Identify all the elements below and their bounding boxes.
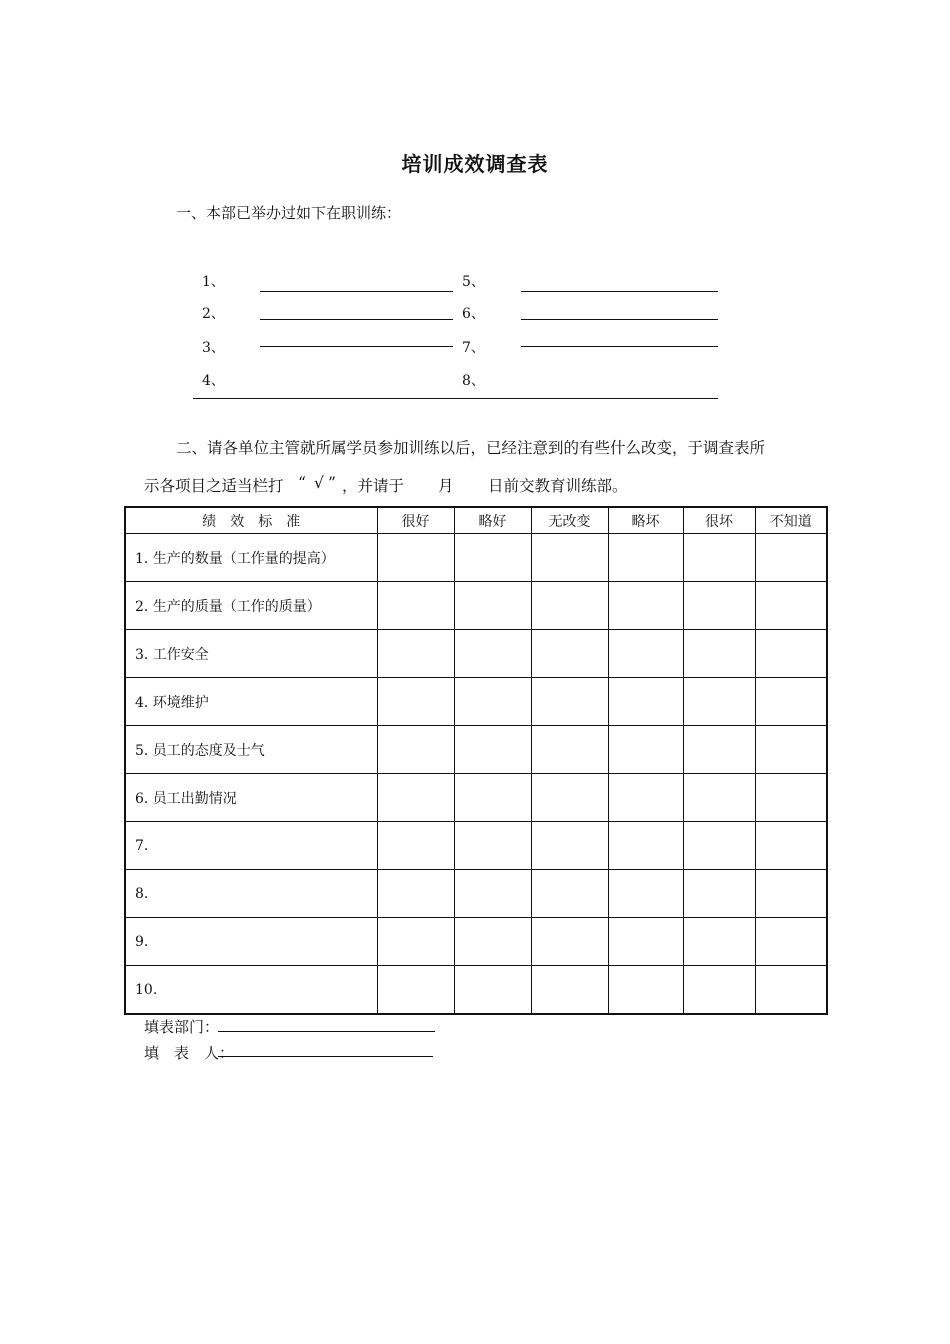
- rating-cell[interactable]: [608, 582, 683, 630]
- training-item-2-line[interactable]: [260, 319, 453, 320]
- rating-cell[interactable]: [377, 918, 454, 966]
- training-item-1-label: 1、: [202, 274, 225, 290]
- rating-cell[interactable]: [683, 822, 755, 870]
- rating-cell[interactable]: [755, 678, 827, 726]
- training-item-7-line[interactable]: [521, 346, 718, 347]
- criteria-label: 4. 环境维护: [125, 678, 377, 726]
- table-row: [125, 918, 827, 966]
- rating-cell[interactable]: [608, 630, 683, 678]
- rating-cell[interactable]: [454, 918, 531, 966]
- table-row: [125, 534, 827, 582]
- rating-cell[interactable]: [683, 678, 755, 726]
- criteria-label: 10.: [125, 966, 377, 1015]
- criteria-label: 1. 生产的数量（工作量的提高）: [125, 534, 377, 582]
- rating-cell[interactable]: [377, 726, 454, 774]
- rating-cell[interactable]: [608, 918, 683, 966]
- rating-cell[interactable]: [377, 582, 454, 630]
- criteria-label: 5. 员工的态度及士气: [125, 726, 377, 774]
- rating-cell[interactable]: [377, 966, 454, 1015]
- rating-cell[interactable]: [531, 870, 608, 918]
- section2-line-1: 二、请各单位主管就所属学员参加训练以后，已经注意到的有些什么改变，于调查表所: [176, 439, 766, 457]
- rating-cell[interactable]: [755, 822, 827, 870]
- rating-cell[interactable]: [608, 774, 683, 822]
- training-item-2-label: 2、: [202, 306, 225, 322]
- training-item-4-8-line[interactable]: [193, 398, 718, 399]
- header-slightly-good: 略好: [454, 507, 531, 534]
- rating-cell[interactable]: [531, 774, 608, 822]
- rating-cell[interactable]: [531, 726, 608, 774]
- section1-heading: 一、本部已举办过如下在职训练：: [176, 204, 402, 222]
- header-criteria: 绩 效 标 准: [125, 507, 377, 534]
- criteria-label: 2. 生产的质量（工作的质量）: [125, 582, 377, 630]
- table-row: [125, 726, 827, 774]
- rating-cell[interactable]: [755, 870, 827, 918]
- criteria-label: 8.: [125, 870, 377, 918]
- criteria-label: 6. 员工出勤情况: [125, 774, 377, 822]
- table-row: [125, 678, 827, 726]
- section2-line-2-c: 日前交教育训练部。: [488, 477, 628, 495]
- rating-cell[interactable]: [683, 918, 755, 966]
- training-item-8-label: 8、: [462, 373, 485, 389]
- rating-cell[interactable]: [454, 726, 531, 774]
- training-item-3-label: 3、: [202, 340, 225, 356]
- rating-cell[interactable]: [531, 966, 608, 1015]
- criteria-label: 3. 工作安全: [125, 630, 377, 678]
- section2-quote-close: ”: [328, 474, 336, 492]
- rating-cell[interactable]: [755, 774, 827, 822]
- rating-cell[interactable]: [454, 582, 531, 630]
- page-title: 培训成效调查表: [401, 152, 549, 176]
- training-item-5-label: 5、: [462, 274, 485, 290]
- rating-cell[interactable]: [683, 726, 755, 774]
- rating-cell[interactable]: [755, 726, 827, 774]
- rating-cell[interactable]: [755, 630, 827, 678]
- header-no-change: 无改变: [531, 507, 608, 534]
- check-mark-icon: √: [314, 474, 324, 492]
- table-row: [125, 774, 827, 822]
- rating-cell[interactable]: [531, 822, 608, 870]
- rating-cell[interactable]: [377, 534, 454, 582]
- rating-cell[interactable]: [454, 774, 531, 822]
- rating-cell[interactable]: [683, 870, 755, 918]
- table-row: [125, 966, 827, 1015]
- header-slightly-bad: 略坏: [608, 507, 683, 534]
- rating-cell[interactable]: [683, 630, 755, 678]
- table-row: [125, 870, 827, 918]
- rating-cell[interactable]: [454, 534, 531, 582]
- header-unknown: 不知道: [755, 507, 827, 534]
- rating-cell[interactable]: [454, 966, 531, 1015]
- rating-cell[interactable]: [608, 726, 683, 774]
- training-item-1-line[interactable]: [260, 291, 453, 292]
- rating-cell[interactable]: [454, 870, 531, 918]
- rating-cell[interactable]: [454, 678, 531, 726]
- criteria-label: 9.: [125, 918, 377, 966]
- table-row: [125, 582, 827, 630]
- rating-cell[interactable]: [377, 822, 454, 870]
- rating-cell[interactable]: [683, 582, 755, 630]
- header-very-bad: 很坏: [683, 507, 755, 534]
- rating-cell[interactable]: [755, 534, 827, 582]
- training-item-3-line[interactable]: [260, 346, 453, 347]
- rating-cell[interactable]: [755, 966, 827, 1015]
- criteria-label: 7.: [125, 822, 377, 870]
- rating-cell[interactable]: [608, 822, 683, 870]
- rating-cell[interactable]: [377, 774, 454, 822]
- section2-line-2-a: 示各项目之适当栏打: [144, 477, 284, 495]
- rating-cell[interactable]: [377, 678, 454, 726]
- training-item-6-label: 6、: [462, 306, 485, 322]
- rating-cell[interactable]: [755, 918, 827, 966]
- training-item-5-line[interactable]: [521, 291, 718, 292]
- rating-cell[interactable]: [531, 630, 608, 678]
- survey-table: [124, 506, 828, 1015]
- department-field-line[interactable]: [218, 1031, 435, 1032]
- rating-cell[interactable]: [608, 678, 683, 726]
- person-field-line[interactable]: [218, 1056, 433, 1057]
- section2-line-2-b: ，并请于: [342, 477, 405, 495]
- rating-cell[interactable]: [531, 678, 608, 726]
- department-label: 填表部门：: [144, 1018, 220, 1036]
- rating-cell[interactable]: [608, 870, 683, 918]
- rating-cell[interactable]: [377, 870, 454, 918]
- rating-cell[interactable]: [683, 966, 755, 1015]
- table-row: [125, 630, 827, 678]
- rating-cell[interactable]: [531, 582, 608, 630]
- rating-cell[interactable]: [683, 534, 755, 582]
- training-item-7-label: 7、: [462, 340, 485, 356]
- training-item-4-label: 4、: [202, 373, 225, 389]
- training-item-6-line[interactable]: [521, 319, 718, 320]
- table-header-row: [125, 507, 827, 534]
- section2-month-label: 月: [438, 477, 454, 495]
- rating-cell[interactable]: [454, 630, 531, 678]
- person-label: 填 表 人：: [144, 1044, 235, 1062]
- rating-cell[interactable]: [683, 774, 755, 822]
- header-very-good: 很好: [377, 507, 454, 534]
- section2-quote-open: “: [298, 474, 306, 492]
- table-row: [125, 822, 827, 870]
- rating-cell[interactable]: [608, 534, 683, 582]
- rating-cell[interactable]: [608, 966, 683, 1015]
- rating-cell[interactable]: [755, 582, 827, 630]
- rating-cell[interactable]: [531, 534, 608, 582]
- rating-cell[interactable]: [531, 918, 608, 966]
- rating-cell[interactable]: [377, 630, 454, 678]
- rating-cell[interactable]: [454, 822, 531, 870]
